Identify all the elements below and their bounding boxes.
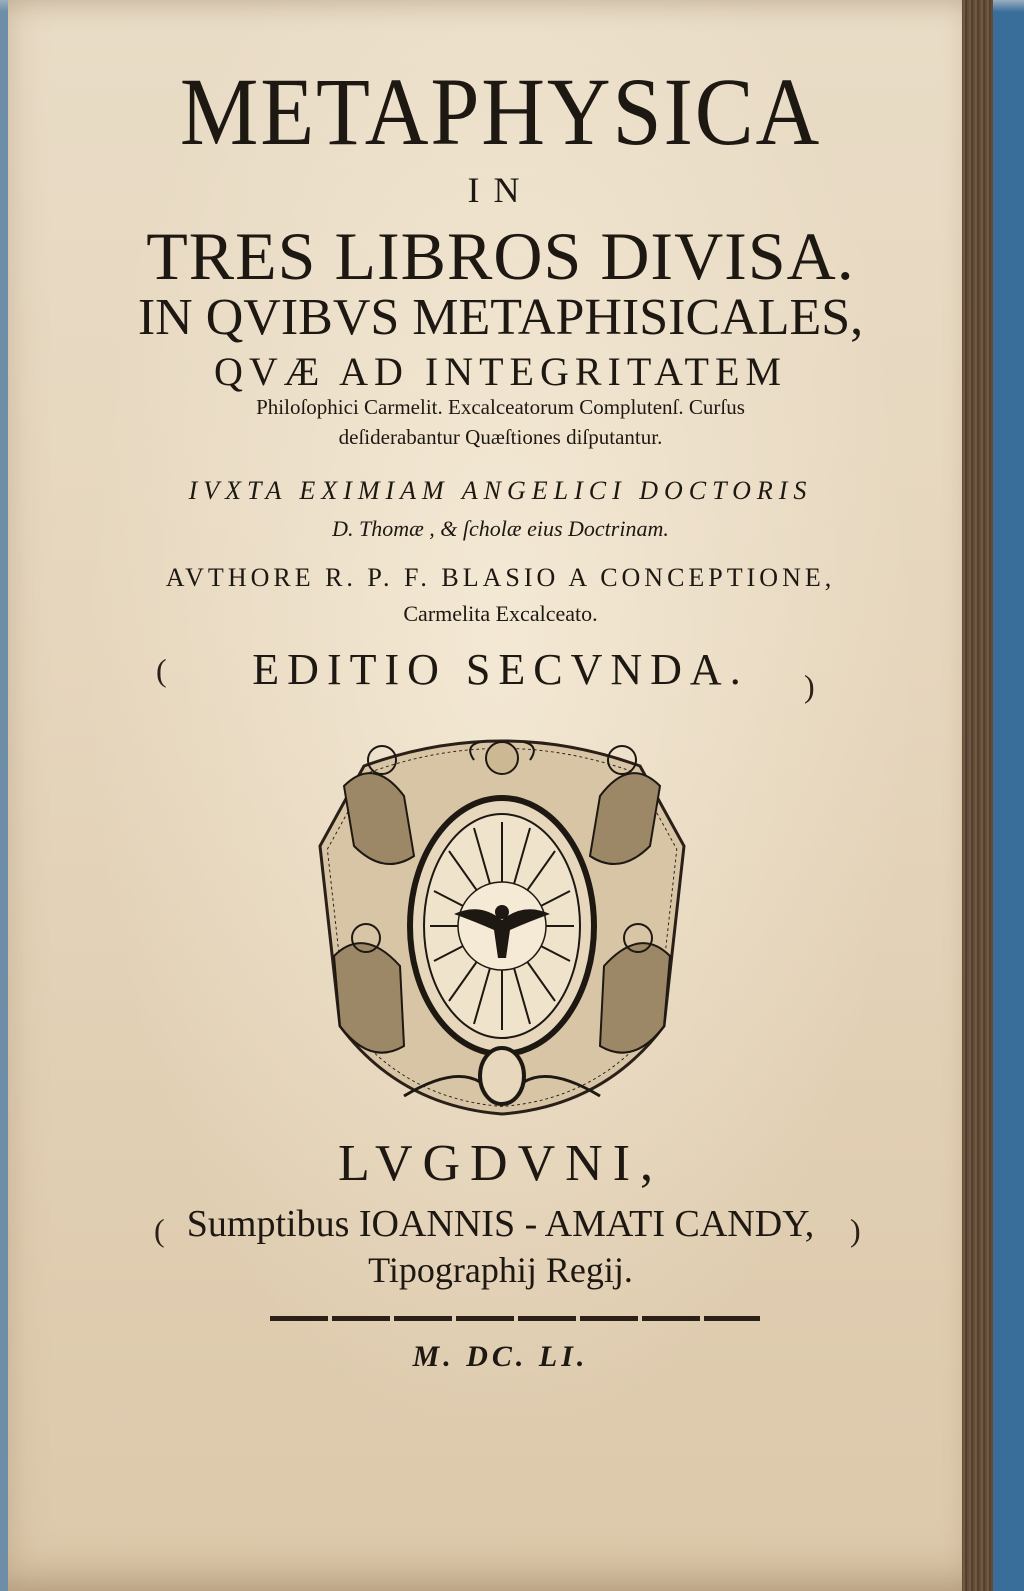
dove-in-sunburst-with-evangelists-woodcut-icon	[304, 726, 700, 1116]
pencil-mark-right: )	[804, 668, 815, 704]
line-thomae: D. Thomæ , & ſcholæ eius Doctrinam.	[332, 516, 669, 541]
imprint-year: M. DC. LI.	[412, 1340, 589, 1373]
pencil-mark-imprint-right: )	[850, 1212, 861, 1248]
line-quae: QVÆ AD INTEGRITATEM	[214, 349, 787, 394]
pencil-mark-imprint-left: (	[154, 1212, 165, 1248]
imprint-place: LVGDVNI,	[337, 1135, 664, 1192]
line-desiderabantur: deſiderabantur Quæſtiones diſputantur.	[338, 425, 663, 449]
line-philosophici: Philoſophici Carmelit. Excalceatorum Complutenſ. Curſus	[256, 395, 745, 419]
imprint-printer-title: Tipographij Regij.	[368, 1250, 633, 1290]
page-fore-edge	[962, 0, 993, 1591]
book-subtitle: TRES LIBROS DIVISA.	[146, 218, 855, 294]
author-line: AVTHORE R. P. F. BLASIO A CONCEPTIONE,	[165, 563, 836, 592]
book-title: METAPHYSICA	[179, 58, 822, 165]
edition-line: EDITIO SECVNDA.	[252, 645, 749, 694]
ornamental-rule	[270, 1316, 760, 1321]
line-quibus: IN QVIBVS METAPHISICALES,	[137, 289, 864, 346]
title-in: IN	[467, 170, 534, 210]
imprint-printer: Sumptibus IOANNIS - AMATI CANDY,	[186, 1203, 815, 1245]
line-iuxta: IVXTA EXIMIAM ANGELICI DOCTORIS	[188, 476, 813, 505]
author-order: Carmelita Excalceato.	[403, 601, 598, 626]
paper-page	[8, 0, 993, 1591]
pencil-mark-left: (	[156, 652, 167, 688]
